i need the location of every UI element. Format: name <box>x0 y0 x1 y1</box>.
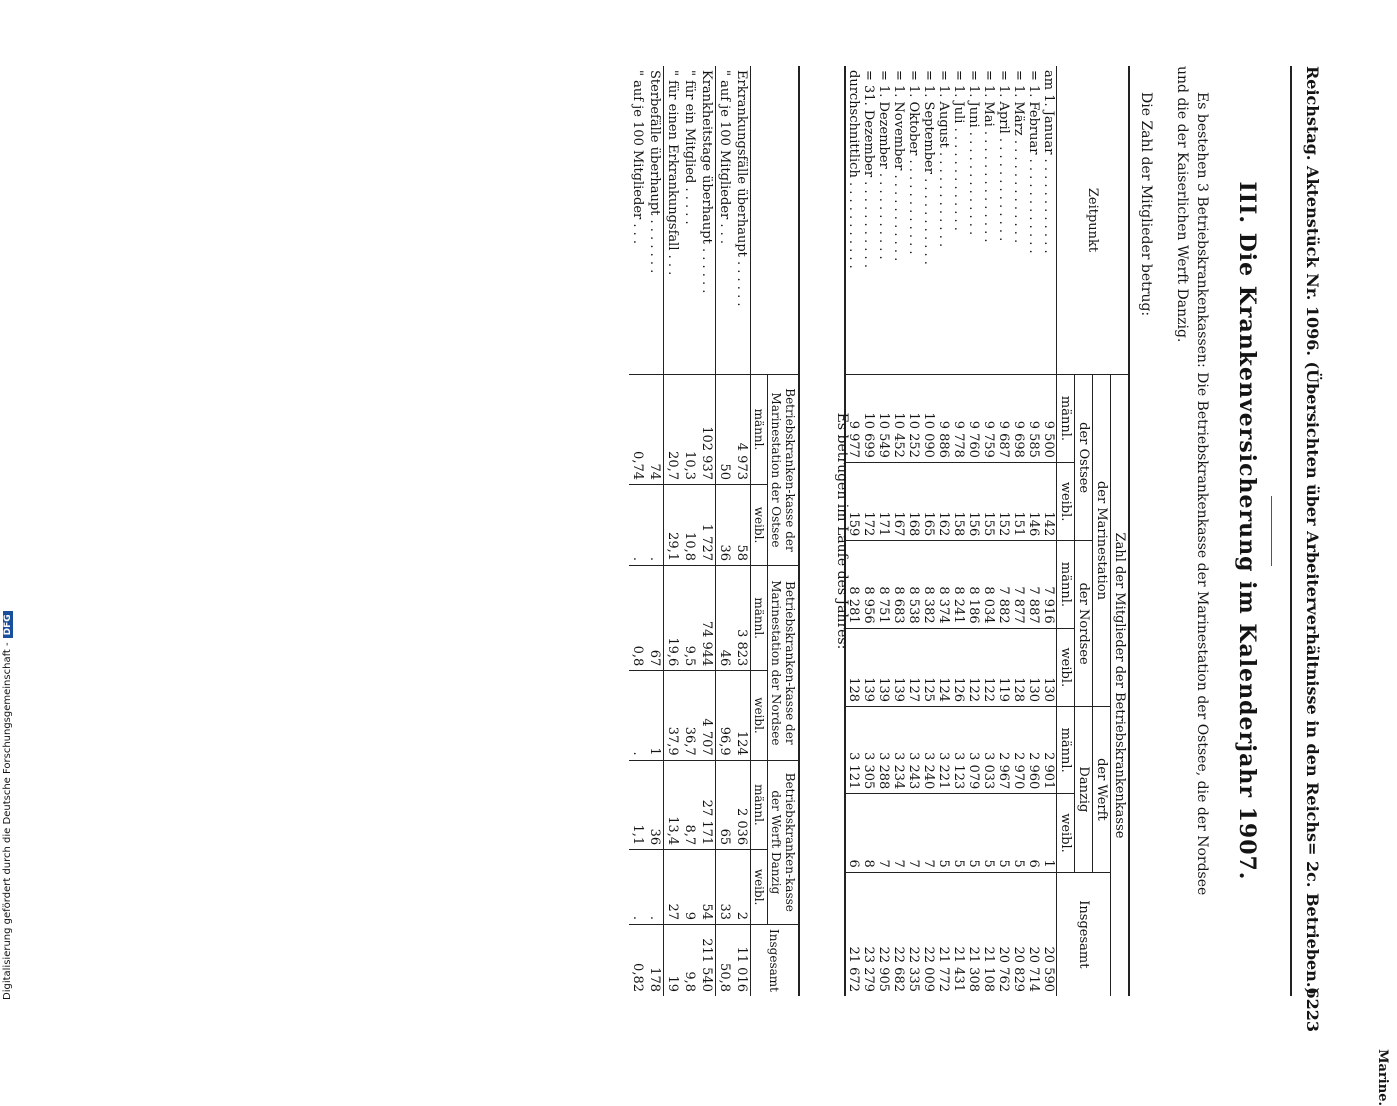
cell-o-w: 158 <box>951 462 966 540</box>
cell-o-m: 9 687 <box>996 375 1011 463</box>
col-w: weibl. <box>751 850 768 925</box>
cell-d-m: 13,4 <box>664 760 682 850</box>
cell-n-w: 37,9 <box>664 671 682 760</box>
col-ostsee: Betriebskranken-kasse der Marinestation der Ostsee <box>768 375 800 566</box>
cell-o-w: 171 <box>876 462 891 540</box>
cell-o-w: 162 <box>936 462 951 540</box>
cell-d-m: 3 121 <box>845 707 861 794</box>
cell-tot: 20 762 <box>996 872 1011 996</box>
cell-tot: 23 279 <box>861 872 876 996</box>
row-label: Krankheitstage überhaupt . . . . . . <box>698 66 716 375</box>
cell-n-m: 3 823 <box>733 566 751 671</box>
header-rule <box>1290 66 1292 996</box>
cell-o-w: 172 <box>861 462 876 540</box>
cell-o-w: 168 <box>906 462 921 540</box>
table-row <box>891 66 906 996</box>
cell-n-m: 8 751 <box>876 541 891 628</box>
cell-o-w: . <box>629 485 646 566</box>
cell-n-w: 139 <box>876 628 891 706</box>
cell-tot: 9,8 <box>681 925 698 997</box>
cell-n-w: 130 <box>1026 628 1041 706</box>
rotated-page <box>130 66 1390 1106</box>
cell-d-w: . <box>629 850 646 925</box>
cell-n-w: 128 <box>845 628 861 706</box>
row-label: " für ein Mitglied . . . . . <box>682 70 697 225</box>
cell-n-m: 8 281 <box>845 541 861 628</box>
cell-o-m: 9 760 <box>966 375 981 463</box>
cell-d-w: 5 <box>981 794 996 872</box>
cell-n-m: 67 <box>646 566 664 671</box>
cell-o-w: 29,1 <box>664 485 682 566</box>
credit-text: Digitalisierung gefördert durch die Deutsche Forschungsgemeinschaft - <box>2 642 13 1000</box>
col-nordsee: Betriebskranken-kasse der Marinestation der Nordsee <box>768 566 800 761</box>
intro-paragraph <box>1172 66 1212 996</box>
cell-tot: 20 590 <box>1041 872 1057 996</box>
sub-heading: Die Zahl der Mitglieder betrug: <box>1138 92 1154 317</box>
cell-d-w: 5 <box>951 794 966 872</box>
cell-n-m: 7 887 <box>1026 541 1041 628</box>
row-label: = 1. Juli . . . . . . . . . . . . . <box>951 70 966 231</box>
cell-o-w: 151 <box>1011 462 1026 540</box>
col-m: männl. <box>1057 707 1075 794</box>
cell-d-w: 2 <box>733 850 751 925</box>
table-row <box>646 66 664 996</box>
cell-n-m: 74 944 <box>698 566 716 671</box>
cell-o-w: 152 <box>996 462 1011 540</box>
col-nordsee: der Nordsee <box>1075 541 1093 707</box>
cell-d-w: 27 <box>664 850 682 925</box>
cell-n-m: 0,8 <box>629 566 646 671</box>
col-m: männl. <box>1057 375 1075 463</box>
col-m: männl. <box>751 375 768 485</box>
table-row <box>1026 66 1041 996</box>
sickness-table <box>629 66 800 996</box>
col-marinestation: der Marinestation <box>1093 375 1111 707</box>
cell-d-w: 5 <box>1011 794 1026 872</box>
cell-n-w: 122 <box>966 628 981 706</box>
cell-o-m: 20,7 <box>664 375 682 485</box>
cell-d-m: 3 033 <box>981 707 996 794</box>
cell-d-w: 5 <box>996 794 1011 872</box>
cell-d-w: 1 <box>1041 794 1057 872</box>
cell-tot: 11 016 <box>733 925 751 997</box>
row-label: = 1. Februar . . . . . . . . . . . . <box>1026 70 1041 254</box>
col-werft: der Werft <box>1093 707 1111 873</box>
cell-n-w: 139 <box>891 628 906 706</box>
cell-o-w: 146 <box>1026 462 1041 540</box>
cell-n-w: 119 <box>996 628 1011 706</box>
col-w: weibl. <box>1057 628 1075 706</box>
cell-o-w: 10,8 <box>681 485 698 566</box>
cell-o-m: 102 937 <box>698 375 716 485</box>
cell-o-m: 4 973 <box>733 375 751 485</box>
col-m: männl. <box>1057 541 1075 628</box>
cell-o-m: 10 090 <box>921 375 936 463</box>
cell-tot: 21 308 <box>966 872 981 996</box>
table-row <box>906 66 921 996</box>
cell-d-m: 8,7 <box>681 760 698 850</box>
cell-d-m: 2 960 <box>1026 707 1041 794</box>
cell-n-m: 9,5 <box>681 566 698 671</box>
table-row <box>996 66 1011 996</box>
cell-o-m: 74 <box>646 375 664 485</box>
intro-line: und die der Kaiserlichen Werft Danzig. <box>1174 66 1190 343</box>
row-label: Erkrankungsfälle überhaupt . . . . . . <box>734 70 749 307</box>
cell-d-m: 3 234 <box>891 707 906 794</box>
cell-d-m: 3 288 <box>876 707 891 794</box>
cell-n-m: 8 382 <box>921 541 936 628</box>
cell-n-w: . <box>629 671 646 760</box>
cell-o-m: 9 698 <box>1011 375 1026 463</box>
members-table <box>844 66 1130 996</box>
col-blank <box>751 66 800 375</box>
cell-tot: 21 108 <box>981 872 996 996</box>
col-w: weibl. <box>1057 794 1075 872</box>
cell-o-w: 155 <box>981 462 996 540</box>
cell-n-m: 7 916 <box>1041 541 1057 628</box>
row-label: " für einen Erkrankungsfall . . . <box>665 70 680 276</box>
cell-n-m: 7 877 <box>1011 541 1026 628</box>
table-row <box>698 66 716 996</box>
cell-d-m: 3 305 <box>861 707 876 794</box>
cell-o-m: 50 <box>716 375 734 485</box>
cell-d-w: 8 <box>861 794 876 872</box>
col-werft: Betriebskranken-kasse der Werft Danzig <box>768 760 800 924</box>
table-row <box>966 66 981 996</box>
cell-tot: 20 714 <box>1026 872 1041 996</box>
cell-o-m: 10 549 <box>876 375 891 463</box>
cell-tot: 0,82 <box>629 925 646 997</box>
separator <box>1271 496 1272 566</box>
cell-o-m: 9 500 <box>1041 375 1057 463</box>
cell-n-m: 8 186 <box>966 541 981 628</box>
row-label: = 1. Dezember . . . . . . . . . . . <box>876 70 891 260</box>
cell-d-w: 6 <box>1026 794 1041 872</box>
table-row <box>921 66 936 996</box>
table-row <box>951 66 966 996</box>
cell-o-w: 58 <box>733 485 751 566</box>
cell-d-m: 2 901 <box>1041 707 1057 794</box>
row-label: = 1. März . . . . . . . . . . . . . <box>1011 70 1026 244</box>
cell-n-w: 128 <box>1011 628 1026 706</box>
table-row <box>1011 66 1026 996</box>
cell-d-m: 3 243 <box>906 707 921 794</box>
row-label: = 1. August . . . . . . . . . . . . <box>936 70 951 248</box>
row-label: = 31. Dezember . . . . . . . . . . . <box>861 70 876 268</box>
cell-o-m: 9 886 <box>936 375 951 463</box>
note: Es betrugen im Laufe des Jahres: <box>834 412 850 650</box>
cell-n-m: 7 882 <box>996 541 1011 628</box>
table-row <box>1041 66 1057 996</box>
col-zeitpunkt: Zeitpunkt <box>1057 66 1130 375</box>
cell-n-m: 8 374 <box>936 541 951 628</box>
cell-n-w: 124 <box>936 628 951 706</box>
cell-tot: 21 772 <box>936 872 951 996</box>
cell-n-m: 19,6 <box>664 566 682 671</box>
section-label: Marine. <box>1375 1049 1390 1106</box>
section-title: III. Die Krankenversicherung im Kalenderjahr 1907. <box>1234 181 1260 881</box>
cell-tot: 19 <box>664 925 682 997</box>
sidebar-credit <box>2 611 13 1000</box>
cell-o-w: 156 <box>966 462 981 540</box>
cell-o-w: 142 <box>1041 462 1057 540</box>
cell-d-w: 6 <box>845 794 861 872</box>
cell-d-m: 2 036 <box>733 760 751 850</box>
cell-o-m: 9 778 <box>951 375 966 463</box>
table-row <box>876 66 891 996</box>
cell-n-m: 46 <box>716 566 734 671</box>
cell-n-m: 8 241 <box>951 541 966 628</box>
col-w: weibl. <box>1057 462 1075 540</box>
col-danzig: Danzig <box>1075 707 1093 873</box>
col-w: weibl. <box>751 671 768 760</box>
cell-d-w: 7 <box>921 794 936 872</box>
cell-o-m: 10 699 <box>861 375 876 463</box>
cell-n-w: 127 <box>906 628 921 706</box>
row-label: = 1. Mai . . . . . . . . . . . . . . <box>981 70 996 243</box>
cell-o-m: 9 977 <box>845 375 861 463</box>
table-row <box>629 66 646 996</box>
table-row <box>664 66 682 996</box>
cell-o-w: 1 727 <box>698 485 716 566</box>
row-label: " auf je 100 Mitglieder . . . <box>717 70 732 245</box>
row-label: = 1. Juni . . . . . . . . . . . . . <box>966 70 981 236</box>
col-m: männl. <box>751 760 768 850</box>
cell-o-m: 9 585 <box>1026 375 1041 463</box>
cell-d-w: 33 <box>716 850 734 925</box>
row-label: " auf je 100 Mitglieder . . . <box>630 70 645 245</box>
row-label: = 1. November . . . . . . . . . . . <box>891 70 906 262</box>
cell-d-w: . <box>646 850 664 925</box>
cell-d-m: 3 123 <box>951 707 966 794</box>
cell-n-w: 36,7 <box>681 671 698 760</box>
cell-d-w: 5 <box>936 794 951 872</box>
cell-tot: 22 009 <box>921 872 936 996</box>
cell-n-m: 8 034 <box>981 541 996 628</box>
cell-d-w: 7 <box>891 794 906 872</box>
cell-o-m: 9 759 <box>981 375 996 463</box>
cell-d-w: 9 <box>681 850 698 925</box>
cell-n-w: 122 <box>981 628 996 706</box>
table-row <box>981 66 996 996</box>
cell-d-m: 65 <box>716 760 734 850</box>
cell-n-w: 130 <box>1041 628 1057 706</box>
col-m: männl. <box>751 566 768 671</box>
intro-line: Es bestehen 3 Betriebskrankenkassen: Die Betriebskrankenkasse der Marinestation der Ostsee, die der Nordsee <box>1194 92 1210 896</box>
cell-d-w: 7 <box>906 794 921 872</box>
cell-d-w: 54 <box>698 850 716 925</box>
cell-o-w: . <box>646 485 664 566</box>
cell-o-w: 159 <box>845 462 861 540</box>
cell-tot: 22 905 <box>876 872 891 996</box>
cell-n-m: 8 538 <box>906 541 921 628</box>
cell-tot: 22 682 <box>891 872 906 996</box>
cell-tot: 22 335 <box>906 872 921 996</box>
cell-tot: 21 672 <box>845 872 861 996</box>
cell-o-w: 165 <box>921 462 936 540</box>
table-row <box>861 66 876 996</box>
row-label: = 1. Oktober . . . . . . . . . . . . <box>906 70 921 255</box>
cell-n-w: 125 <box>921 628 936 706</box>
cell-o-m: 10 452 <box>891 375 906 463</box>
cell-n-w: 124 <box>733 671 751 760</box>
cell-tot: 211 540 <box>698 925 716 997</box>
cell-d-m: 3 079 <box>966 707 981 794</box>
cell-d-m: 36 <box>646 760 664 850</box>
page-header <box>1294 66 1390 1106</box>
col-w: weibl. <box>751 485 768 566</box>
page-number: 6223 <box>1303 987 1322 1032</box>
cell-tot: 50,8 <box>716 925 734 997</box>
cell-tot: 20 829 <box>1011 872 1026 996</box>
cell-tot: 21 431 <box>951 872 966 996</box>
cell-d-m: 3 221 <box>936 707 951 794</box>
table-row <box>716 66 734 996</box>
cell-o-m: 10 252 <box>906 375 921 463</box>
table-row <box>681 66 698 996</box>
cell-o-m: 10,3 <box>681 375 698 485</box>
col-group: Zahl der Mitglieder der Betriebskrankenkasse <box>1111 375 1130 997</box>
cell-o-w: 36 <box>716 485 734 566</box>
cell-n-w: 126 <box>951 628 966 706</box>
cell-n-m: 8 683 <box>891 541 906 628</box>
table-row <box>733 66 751 996</box>
row-label: = 1. April . . . . . . . . . . . . . <box>996 70 1011 242</box>
cell-n-w: 139 <box>861 628 876 706</box>
cell-d-w: 5 <box>966 794 981 872</box>
header-title: Reichstag. Aktenstück Nr. 1096. (Übersichten über Arbeiterverhältnisse in den Reichs= 2c. Betrieben.) <box>1303 66 1322 995</box>
row-label: Sterbefälle überhaupt . . . . . . . <box>646 66 664 375</box>
cell-o-m: 0,74 <box>629 375 646 485</box>
table-row <box>936 66 951 996</box>
dfg-logo: DFG <box>3 611 13 638</box>
col-ostsee: der Ostsee <box>1075 375 1093 541</box>
col-insgesamt: Insgesamt <box>751 925 800 997</box>
cell-n-w: 4 707 <box>698 671 716 760</box>
cell-d-m: 2 967 <box>996 707 1011 794</box>
cell-d-w: 7 <box>876 794 891 872</box>
cell-n-w: 1 <box>646 671 664 760</box>
row-label: durchschnittlich . . . . . . . . . . . <box>846 70 861 269</box>
cell-o-w: 167 <box>891 462 906 540</box>
col-insgesamt: Insgesamt <box>1057 872 1111 996</box>
cell-d-m: 1,1 <box>629 760 646 850</box>
row-label: = 1. September . . . . . . . . . . . <box>921 70 936 265</box>
cell-n-w: 96,9 <box>716 671 734 760</box>
cell-n-m: 8 956 <box>861 541 876 628</box>
cell-d-m: 2 970 <box>1011 707 1026 794</box>
cell-d-m: 3 240 <box>921 707 936 794</box>
cell-tot: 178 <box>646 925 664 997</box>
row-label: am 1. Januar . . . . . . . . . . . . <box>1041 70 1056 254</box>
cell-d-m: 27 171 <box>698 760 716 850</box>
